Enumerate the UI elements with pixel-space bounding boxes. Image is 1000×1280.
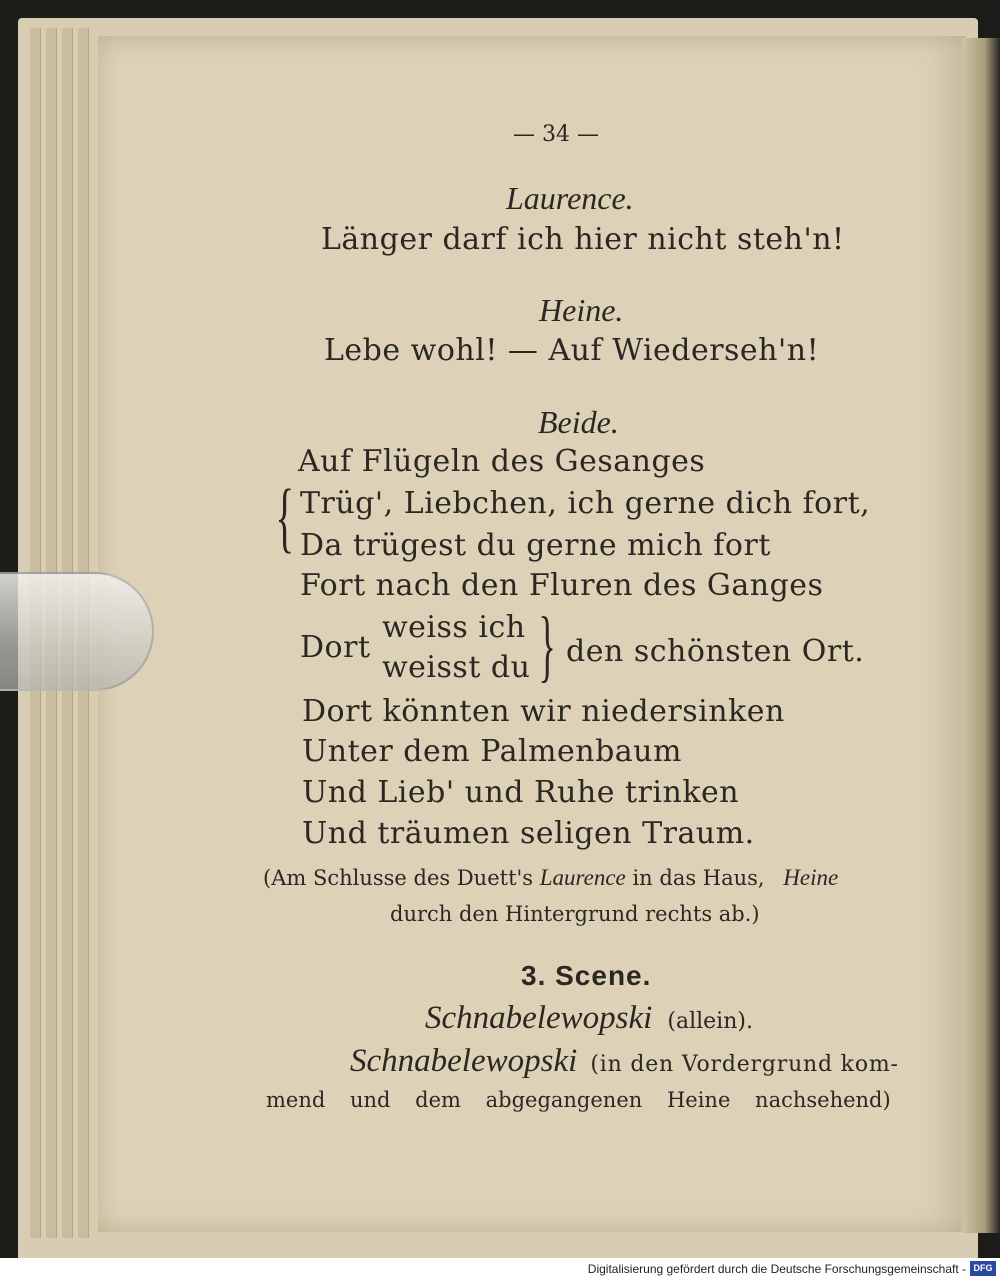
stage-direction-text: in das Haus,	[632, 866, 765, 890]
verse-word: Dort	[300, 630, 371, 665]
verse-alternative: weiss ich	[382, 610, 526, 645]
verse-line-end: den schönsten Ort.	[566, 634, 865, 669]
verse-line: Da trügest du gerne mich fort	[300, 528, 771, 563]
speaker-heine: Heine.	[539, 292, 624, 328]
verse-line: Und Lieb' und Ruhe trinken	[302, 775, 740, 810]
dfg-logo: DFG	[970, 1261, 996, 1276]
stage-direction-text: (in den Vordergrund kom-	[590, 1052, 899, 1077]
stage-direction-text: (Am Schlusse des Duett's	[263, 866, 534, 890]
character-name: Schnabelewopski	[350, 1043, 578, 1079]
character-name: Schnabelewopski	[425, 1000, 653, 1036]
footer-credit: Digitalisierung gefördert durch die Deutsche Forschungsgemeinschaft -	[587, 1262, 966, 1276]
scene-heading: 3. Scene.	[521, 960, 652, 991]
scene-cast	[425, 1000, 753, 1037]
page-number: — 34 —	[513, 122, 599, 147]
verse-line: Unter dem Palmenbaum	[302, 734, 682, 769]
verse-line: Länger darf ich hier nicht steh'n!	[321, 222, 845, 257]
verse-line: Auf Flügeln des Gesanges	[298, 444, 706, 479]
speaker-laurence: Laurence.	[506, 180, 634, 216]
stage-direction: mend und dem abgegangenen Heine nachsehend)	[266, 1088, 891, 1112]
stage-direction: durch den Hintergrund rechts ab.)	[390, 902, 760, 926]
stage-direction	[350, 1043, 899, 1080]
verse-line: Lebe wohl! — Auf Wiederseh'n!	[324, 333, 820, 368]
verse-line: Dort könnten wir niedersinken	[302, 694, 785, 729]
left-brace: {	[275, 473, 295, 560]
verse-line: Und träumen seligen Traum.	[302, 816, 755, 851]
stage-direction	[263, 865, 838, 891]
footer-bar	[0, 1258, 1000, 1280]
verse-alternative: weisst du	[382, 650, 531, 685]
right-brace: }	[538, 602, 556, 690]
verse-line: Trüg', Liebchen, ich gerne dich fort,	[300, 486, 871, 521]
speaker-beide: Beide.	[538, 404, 619, 440]
character-name: Laurence	[539, 865, 626, 890]
cast-note: (allein).	[667, 1009, 753, 1034]
character-name: Heine	[783, 865, 839, 890]
verse-line: Fort nach den Fluren des Ganges	[300, 568, 824, 603]
